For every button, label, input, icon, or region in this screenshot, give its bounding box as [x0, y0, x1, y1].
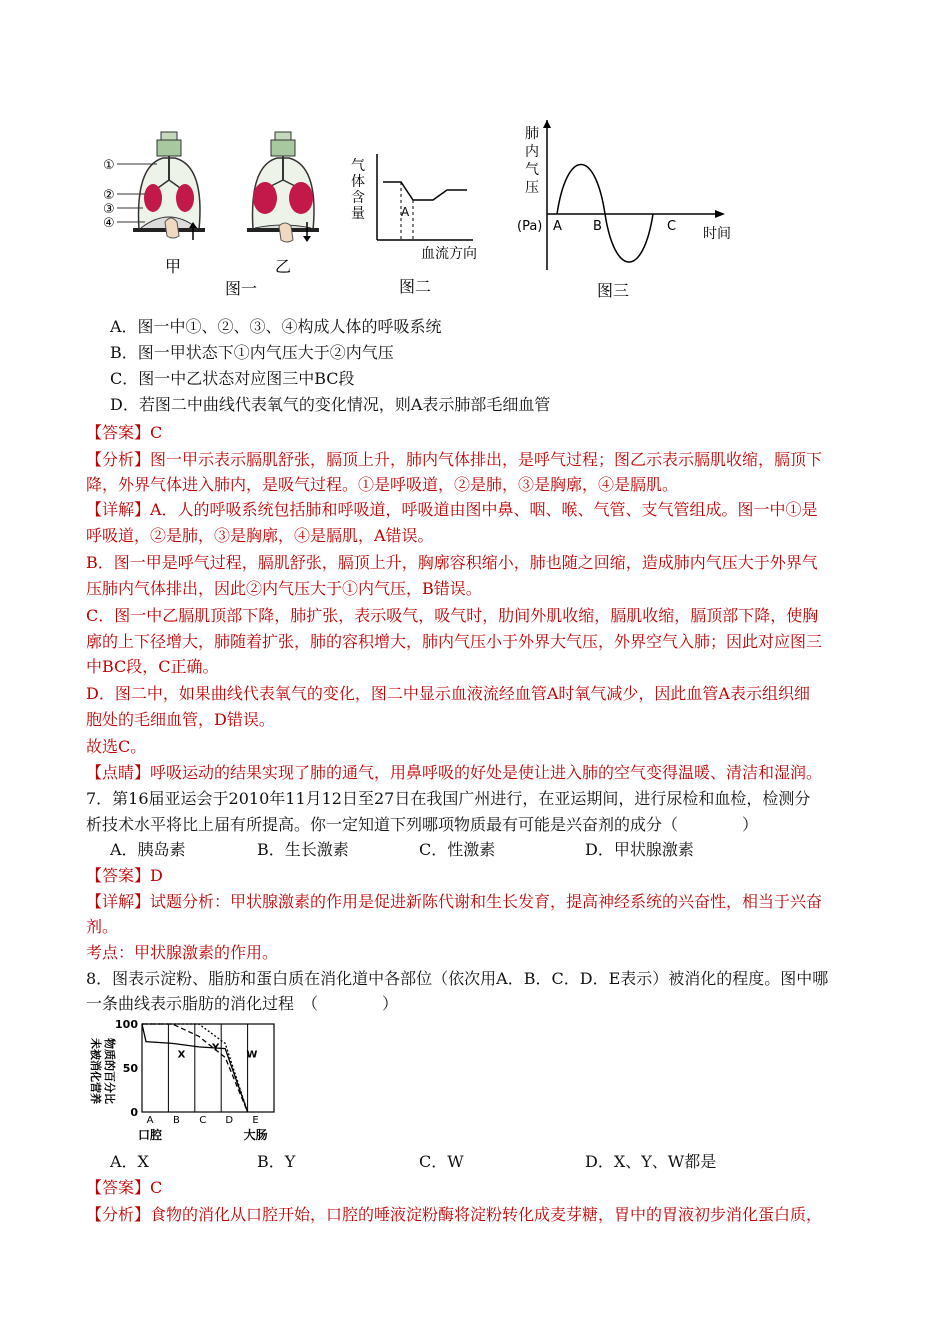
x-note-label: 口腔 — [137, 1128, 163, 1142]
chart-y-ticks — [115, 1018, 138, 1119]
x-note-label: 大肠 — [243, 1128, 268, 1142]
q8-choice-d: D．X、Y、W都是 — [585, 1152, 717, 1171]
bell-jar-yi — [247, 132, 319, 242]
q6-answer: 【答案】C — [86, 423, 163, 442]
q8-choices — [110, 1152, 716, 1172]
series-label-X: X — [177, 1049, 186, 1061]
fig3-unit: (Pa) — [517, 219, 543, 234]
figure-row — [95, 118, 731, 303]
q8-stem-line1: 8．图表示淀粉、脂肪和蛋白质在消化道中各部位（依次用A．B．C．D．E表示）被消化的程度。图中哪 — [86, 969, 829, 988]
fig3-ylabel-1: 肺 — [525, 126, 539, 142]
fig2-point-a: A — [401, 205, 410, 219]
q6-option-a: A．图一中①、②、③、④构成人体的呼吸系统 — [110, 317, 442, 336]
chart-ylabel-line1: 未被消化营养 — [89, 1038, 102, 1104]
x-tick-label: E — [252, 1115, 259, 1126]
q8-stem-line2: 一条曲线表示脂肪的消化过程 （ ） — [86, 994, 399, 1013]
bell-jar-jia — [133, 132, 205, 240]
q7-choice-d: D．甲状腺激素 — [585, 840, 694, 859]
q8-answer: 【答案】C — [86, 1178, 163, 1197]
x-tick-label: C — [199, 1115, 207, 1126]
q8-choice-b: B．Y — [257, 1152, 296, 1171]
q6-detail-line4: 压肺内气体排出，因此②内气压大于①内气压，B错误。 — [86, 579, 482, 598]
q7-detail-line2: 剂。 — [86, 917, 119, 936]
q6-detail-line5: C．图一中乙膈肌顶部下降，肺扩张，表示吸气，吸气时，肋间外肌收缩，膈肌收缩，膈顶部下降，使胸 — [86, 606, 819, 625]
marker-1: ① — [103, 158, 115, 173]
q8-choice-c: C．W — [419, 1152, 464, 1171]
x-tick-label: D — [225, 1115, 234, 1126]
figure2 — [351, 154, 477, 296]
chart-category-lines — [168, 1024, 247, 1112]
fig3-ylabel-4: 压 — [525, 180, 539, 196]
q7-choices — [110, 840, 694, 860]
q6-detail-line7: 中BC段，C正确。 — [86, 657, 219, 676]
label-jia: 甲 — [165, 257, 182, 276]
q8-analysis: 【分析】食物的消化从口腔开始，口腔的唾液淀粉酶将淀粉转化成麦芽糖，胃中的胃液初步消化蛋白质， — [86, 1205, 823, 1224]
q6-analysis-line2: 降，外界气体进入肺内，是吸气过程。①是呼吸道，②是肺，③是胸廓，④是膈肌。 — [86, 475, 679, 494]
series-label-W: W — [246, 1049, 258, 1061]
q6-detail-line6: 廓的上下径增大，肺随着扩张，肺的容积增大，肺内气压小于外界大气压，外界空气入肺；因此对应图三 — [86, 632, 823, 651]
y-tick-label: 0 — [130, 1106, 138, 1119]
q6-option-c: C．图一中乙状态对应图三中BC段 — [110, 369, 355, 388]
q6-detail-line3: B．图一甲是呼气过程，膈肌舒张，膈顶上升，胸廓容积缩小，肺也随之回缩，造成肺内气压大于外界气 — [86, 553, 818, 572]
q7-choice-a: A．胰岛素 — [110, 840, 186, 859]
y-tick-label: 50 — [122, 1062, 138, 1075]
chart-frame — [142, 1024, 274, 1112]
q6-detail-line8: D．图二中，如果曲线代表氧气的变化，图二中显示血液流经血管A时氧气减少，因此血管A表示组织细 — [86, 684, 810, 703]
label-yi: 乙 — [275, 257, 292, 276]
fig2-xlabel: 血流方向 — [421, 246, 477, 262]
fig3-ylabel-3: 气 — [525, 162, 539, 178]
q6-detail-line9: 胞处的毛细血管，D错误。 — [86, 710, 275, 729]
fig2-ylabel-2: 体 — [351, 174, 365, 190]
marker-4: ④ — [103, 216, 115, 231]
fig3-point-a: A — [553, 219, 562, 234]
q6-analysis-line1: 【分析】图一甲示表示膈肌舒张，膈顶上升，肺内气体排出，是呼气过程；图乙示表示膈肌收缩，膈顶下 — [86, 450, 823, 469]
q6-option-b: B．图一甲状态下①内气压大于②内气压 — [110, 343, 394, 362]
q7-examination-point: 考点：甲状腺激素的作用。 — [86, 943, 279, 962]
chart-axes — [142, 1024, 274, 1112]
chart-series — [142, 1024, 257, 1112]
fig2-ylabel-1: 气 — [351, 158, 365, 174]
q6-option-d: D．若图二中曲线代表氧气的变化情况，则A表示肺部毛细血管 — [110, 395, 551, 414]
figure3 — [517, 120, 731, 300]
q6-conclusion: 故选C。 — [86, 737, 147, 756]
q7-answer: 【答案】D — [86, 866, 163, 885]
chart-ylabel-line2: 物质的百分比 — [103, 1038, 116, 1104]
q7-choice-b: B．生长激素 — [257, 840, 349, 859]
fig2-ylabel-3: 含 — [351, 190, 365, 206]
figure2-caption: 图二 — [399, 277, 432, 296]
q6-detail-line1: 【详解】A．人的呼吸系统包括肺和呼吸道，呼吸道由图中鼻、咽、喉、气管、支气管组成。图一中①是 — [86, 500, 818, 519]
figure1-caption: 图一 — [225, 279, 258, 298]
series-label-Y: Y — [212, 1042, 220, 1054]
marker-2: ② — [103, 188, 115, 203]
digestion-chart — [86, 1016, 286, 1144]
x-tick-label: B — [172, 1115, 180, 1126]
chart-x-ticks — [138, 1115, 268, 1142]
fig3-point-c: C — [667, 219, 677, 234]
q6-detail-line2: 呼吸道，②是肺，③是胸廓，④是膈肌，A错误。 — [86, 526, 434, 545]
q7-stem-line1: 7．第16届亚运会于2010年11月12日至27日在我国广州进行，在亚运期间，进行尿检和血检，检测分 — [86, 789, 811, 808]
q7-detail-line1: 【详解】试题分析：甲状腺激素的作用是促进新陈代谢和生长发育，提高神经系统的兴奋性，相当于兴奋 — [86, 892, 823, 911]
y-tick-label: 100 — [115, 1018, 138, 1031]
fig3-xlabel: 时间 — [703, 226, 731, 242]
figure3-caption: 图三 — [597, 281, 630, 300]
x-tick-label: A — [146, 1115, 154, 1126]
q7-choice-c: C．性激素 — [419, 840, 496, 859]
fig3-ylabel-2: 内 — [525, 144, 539, 160]
chart-ylabel — [89, 1038, 117, 1104]
q6-point: 【点睛】呼吸运动的结果实现了肺的通气，用鼻呼吸的好处是使让进入肺的空气变得温暖、清洁和湿润。 — [86, 763, 823, 782]
fig3-point-b: B — [593, 219, 602, 234]
marker-3: ③ — [103, 202, 115, 217]
q7-stem-line2: 析技术水平将比上届有所提高。你一定知道下列哪项物质最有可能是兴奋剂的成分（ ） — [86, 815, 759, 834]
q8-choice-a: A．X — [110, 1152, 149, 1171]
fig2-ylabel-4: 量 — [351, 206, 365, 222]
